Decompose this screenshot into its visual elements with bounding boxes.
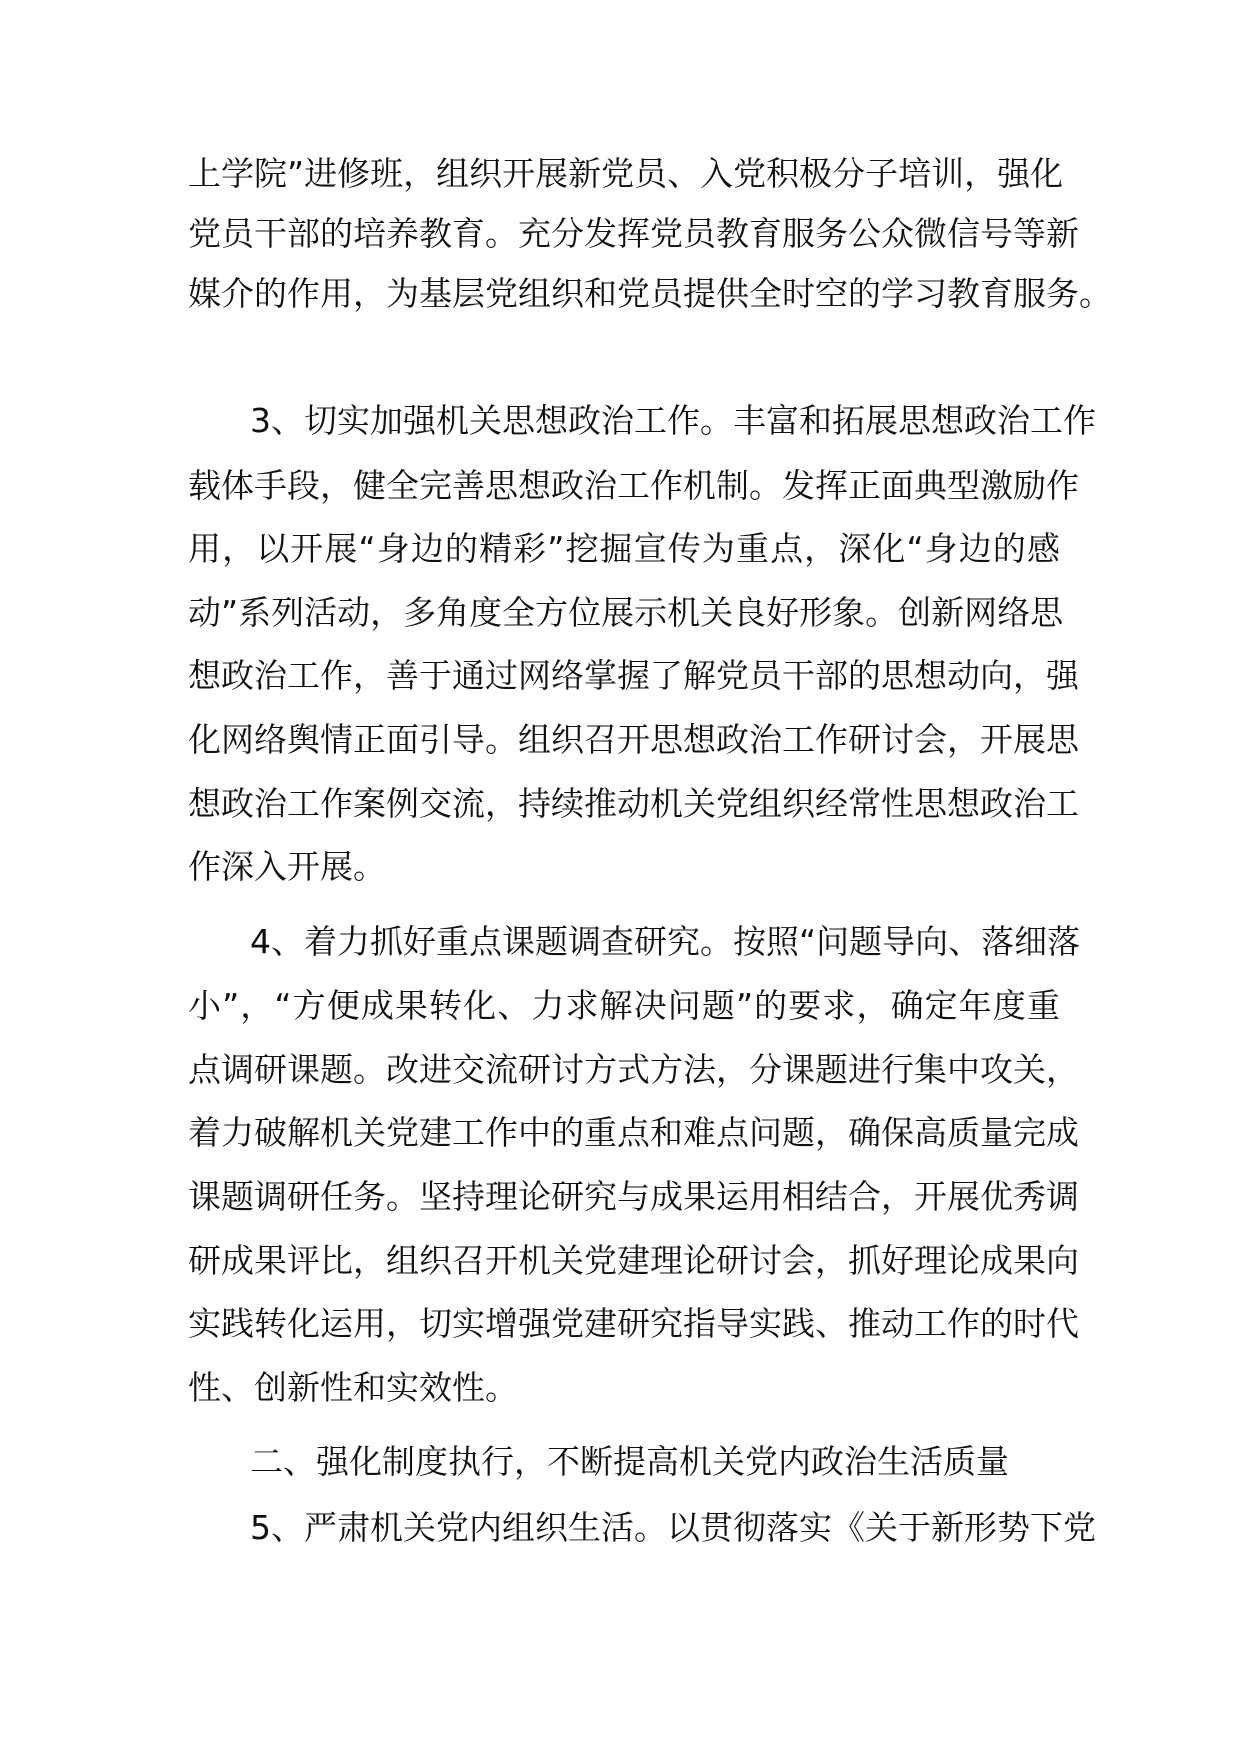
text-line: 上学院”进修班，组织开展新党员、入党积极分子培训，强化 [188, 154, 1064, 193]
text-line: 点调研课题。改进交流研讨方式方法，分课题进行集中攻关， [188, 1050, 1079, 1089]
text-line: 用，以开展“身边的精彩”挖掘宣传为重点，深化“身边的感 [188, 529, 1060, 568]
text-line: 性、创新性和实效性。 [188, 1368, 518, 1407]
text-line: 想政治工作，善于通过网络掌握了解党员干部的思想动向，强 [188, 656, 1079, 695]
text-line: 小”，“方便成果转化、力求解决问题”的要求，确定年度重 [188, 986, 1060, 1025]
text-line: 研成果评比，组织召开机关党建理论研讨会，抓好理论成果向 [188, 1241, 1079, 1280]
text-line: 作深入开展。 [188, 847, 386, 886]
paragraph-start-line: 3、切实加强机关思想政治工作。丰富和拓展思想政治工作 [250, 401, 1096, 440]
text-line: 着力破解机关党建工作中的重点和难点问题，确保高质量完成 [188, 1113, 1079, 1152]
section-heading: 二、强化制度执行，不断提高机关党内政治生活质量 [250, 1442, 1009, 1481]
text-line: 想政治工作案例交流，持续推动机关党组织经常性思想政治工 [188, 784, 1079, 823]
text-line: 实践转化运用，切实增强党建研究指导实践、推动工作的时代 [188, 1304, 1079, 1343]
paragraph-start-line: 4、着力抓好重点课题调查研究。按照“问题导向、落细落 [250, 922, 1081, 961]
text-line: 动”系列活动，多角度全方位展示机关良好形象。创新网络思 [188, 593, 1064, 632]
text-line: 化网络舆情正面引导。组织召开思想政治工作研讨会，开展思 [188, 720, 1079, 759]
text-line: 载体手段，健全完善思想政治工作机制。发挥正面典型激励作 [188, 466, 1079, 505]
paragraph-start-line: 5、严肃机关党内组织生活。以贯彻落实《关于新形势下党 [250, 1508, 1096, 1547]
text-line: 党员干部的培养教育。充分发挥党员教育服务公众微信号等新 [188, 214, 1079, 253]
text-line: 课题调研任务。坚持理论研究与成果运用相结合，开展优秀调 [188, 1177, 1079, 1216]
text-line: 媒介的作用，为基层党组织和党员提供全时空的学习教育服务。 [188, 274, 1112, 313]
